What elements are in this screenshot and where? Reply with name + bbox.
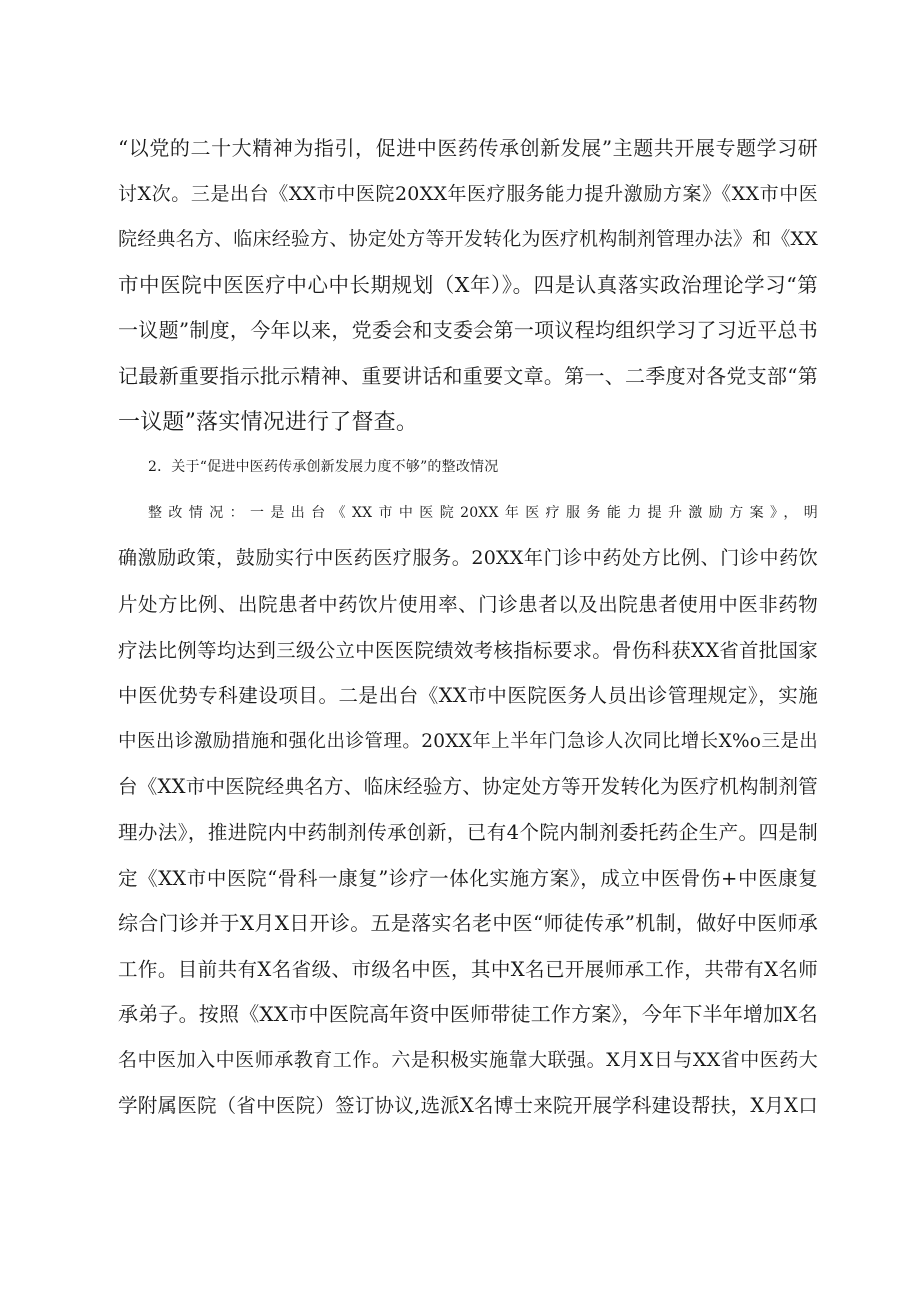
body-line: 工作。目前共有X名省级、市级名中医，其中X名已开展师承工作，共带有X名师 (118, 957, 818, 981)
body-line: 整改情况：一是出台《XX市中医院20XX年医疗服务能力提升激励方案》，明 (148, 504, 818, 521)
body-line: 中医优势专科建设项目。二是出台《XX市中医院医务人员出诊管理规定》，实施 (118, 684, 818, 708)
body-line: 学附属医院（省中医院）签订协议,选派X名博士来院开展学科建设帮扶，X月X口 (118, 1094, 818, 1118)
body-line: 名中医加入中医师承教育工作。六是积极实施靠大联强。X月X日与XX省中医药大 (118, 1048, 818, 1071)
body-line: 院经典名方、临床经验方、协定处方等开发转化为医疗机构制剂管理办法》和《XX (118, 228, 818, 251)
section-heading: 2．关于“促进中医药传承创新发展力度不够”的整改情况 (148, 459, 499, 476)
body-line: 台《XX市中医院经典名方、临床经验方、协定处方等开发转化为医疗机构制剂管 (118, 775, 818, 799)
body-line: “以党的二十大精神为指引，促进中医药传承创新发展”主题共开展专题学习研 (118, 136, 818, 160)
body-line: 理办法》，推进院内中药制剂传承创新，已有4个院内制剂委托药企生产。四是制 (118, 820, 818, 844)
document-body (118, 126, 818, 1129)
body-line: 市中医院中医医疗中心中长期规划（X年）》。四是认真落实政治理论学习“第 (118, 272, 818, 297)
body-line: 讨X次。三是出台《XX市中医院20XX年医疗服务能力提升激励方案》《XX市中医 (118, 182, 818, 205)
body-line: 一议题”落实情况进行了督查。 (118, 409, 419, 435)
body-line: 定《XX市中医院“骨科一康复”诊疗一体化实施方案》，成立中医骨伤+中医康复 (118, 866, 818, 890)
body-line: 中医出诊激励措施和强化出诊管理。20XX年上半年门急诊人次同比增长X%o三是出 (118, 730, 818, 752)
body-line: 承弟子。按照《XX市中医院高年资中医师带徒工作方案》，今年下半年增加X名 (118, 1002, 818, 1027)
body-line: 确激励政策，鼓励实行中医药医疗服务。20XX年门诊中药处方比例、门诊中药饮 (118, 547, 818, 570)
body-line: 一议题”制度，今年以来，党委会和支委会第一项议程均组织学习了习近平总书 (118, 318, 818, 343)
body-line: 片处方比例、出院患者中药饮片使用率、门诊患者以及出院患者使用中医非药物 (118, 592, 818, 616)
body-line: 记最新重要指示批示精神、重要讲话和重要文章。第一、二季度对各党支部“第 (118, 363, 818, 388)
body-line: 综合门诊并于X月X日开诊。五是落实名老中医“师徒传承”机制，做好中医师承 (118, 911, 818, 936)
body-line: 疗法比例等均达到三级公立中医医院绩效考核指标要求。骨伤科获XX省首批国家 (118, 638, 818, 662)
